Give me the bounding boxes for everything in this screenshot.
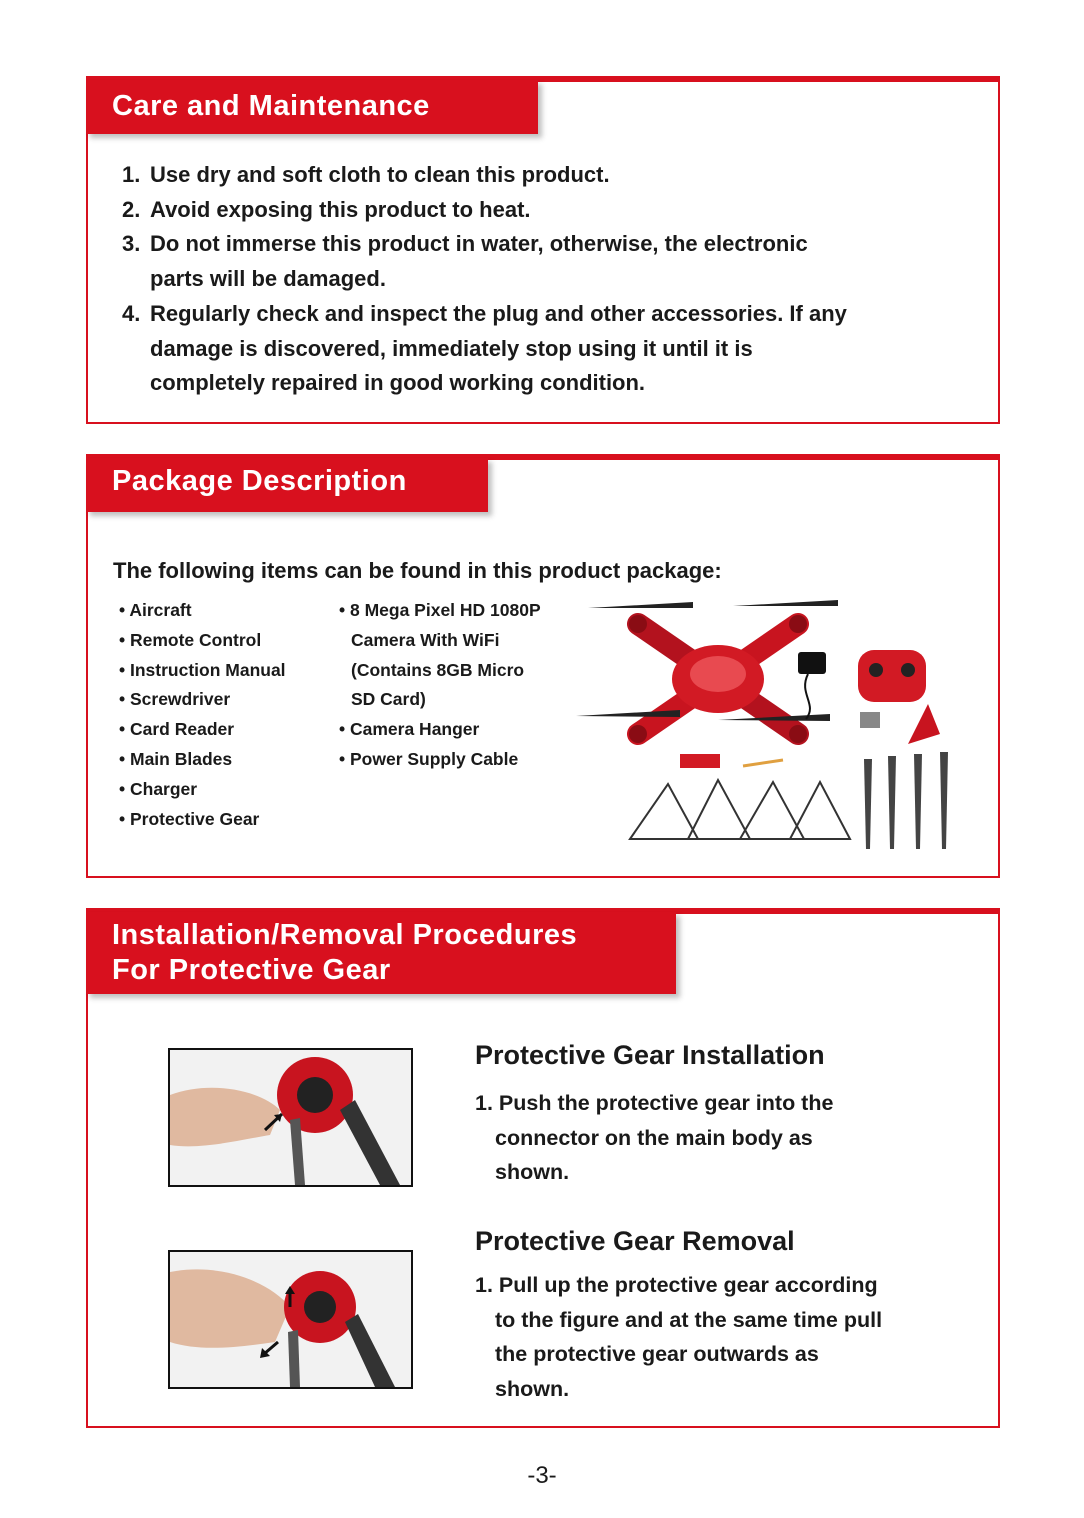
package-item: • Card Reader [119, 719, 235, 740]
care-title: Care and Maintenance [86, 80, 538, 134]
installation-heading: Protective Gear Installation [475, 1040, 825, 1070]
package-contents-image [568, 594, 988, 864]
package-title: Package Description [86, 458, 488, 512]
installation-photo [168, 1048, 413, 1187]
package-intro: The following items can be found in this product package: [113, 558, 722, 583]
page-number: -3- [527, 1462, 557, 1489]
package-item: • Instruction Manual [119, 659, 286, 680]
package-item: • Power Supply Cable [339, 748, 519, 769]
removal-step: 1. Pull up the protective gear according to the figure and at the same time pull the protective gear outwards as shown. [475, 1273, 883, 1402]
package-list-col1 [119, 596, 286, 834]
care-item: 4. Regularly check and inspect the plug and other accessories. If any damage is discovered, immediately stop using it until it is completely repaired in good working condition. [122, 300, 847, 396]
package-item: Camera With WiFi [351, 629, 500, 650]
care-item: 1. Use dry and soft cloth to clean this product. [122, 162, 610, 187]
package-list-col2 [339, 596, 541, 775]
package-item: (Contains 8GB Micro [351, 659, 525, 680]
install-title-line2: For Protective Gear [112, 954, 391, 986]
removal-heading: Protective Gear Removal [475, 1226, 795, 1256]
package-item: • Protective Gear [119, 808, 260, 829]
install-section [86, 912, 1000, 1428]
care-item: 3. Do not immerse this product in water, otherwise, the electronic parts will be damaged. [122, 231, 808, 292]
package-item: • Main Blades [119, 748, 233, 769]
package-item: SD Card) [351, 689, 426, 710]
care-section [86, 80, 1000, 424]
care-list [88, 158, 998, 401]
package-item: • Camera Hanger [339, 719, 480, 740]
package-section [86, 458, 1000, 878]
protective-gear-illustration [630, 780, 850, 839]
package-item: • 8 Mega Pixel HD 1080P [339, 600, 541, 620]
package-item: • Charger [119, 778, 198, 799]
charger-illustration [798, 652, 826, 719]
package-item: • Screwdriver [119, 689, 231, 710]
main-blades-illustration [864, 752, 948, 849]
camera-illustration [860, 712, 880, 728]
care-item: 2. Avoid exposing this product to heat. [122, 196, 531, 222]
removal-photo [168, 1250, 413, 1389]
install-title-line1: Installation/Removal Procedures [112, 919, 578, 951]
installation-step: 1. Push the protective gear into the connector on the main body as shown. [475, 1091, 834, 1185]
camera-hanger-illustration [908, 704, 940, 744]
install-title [86, 912, 676, 994]
package-item: • Aircraft [119, 600, 192, 620]
card-reader-illustration [680, 754, 720, 768]
package-item: • Remote Control [119, 629, 262, 650]
remote-illustration [858, 650, 926, 702]
